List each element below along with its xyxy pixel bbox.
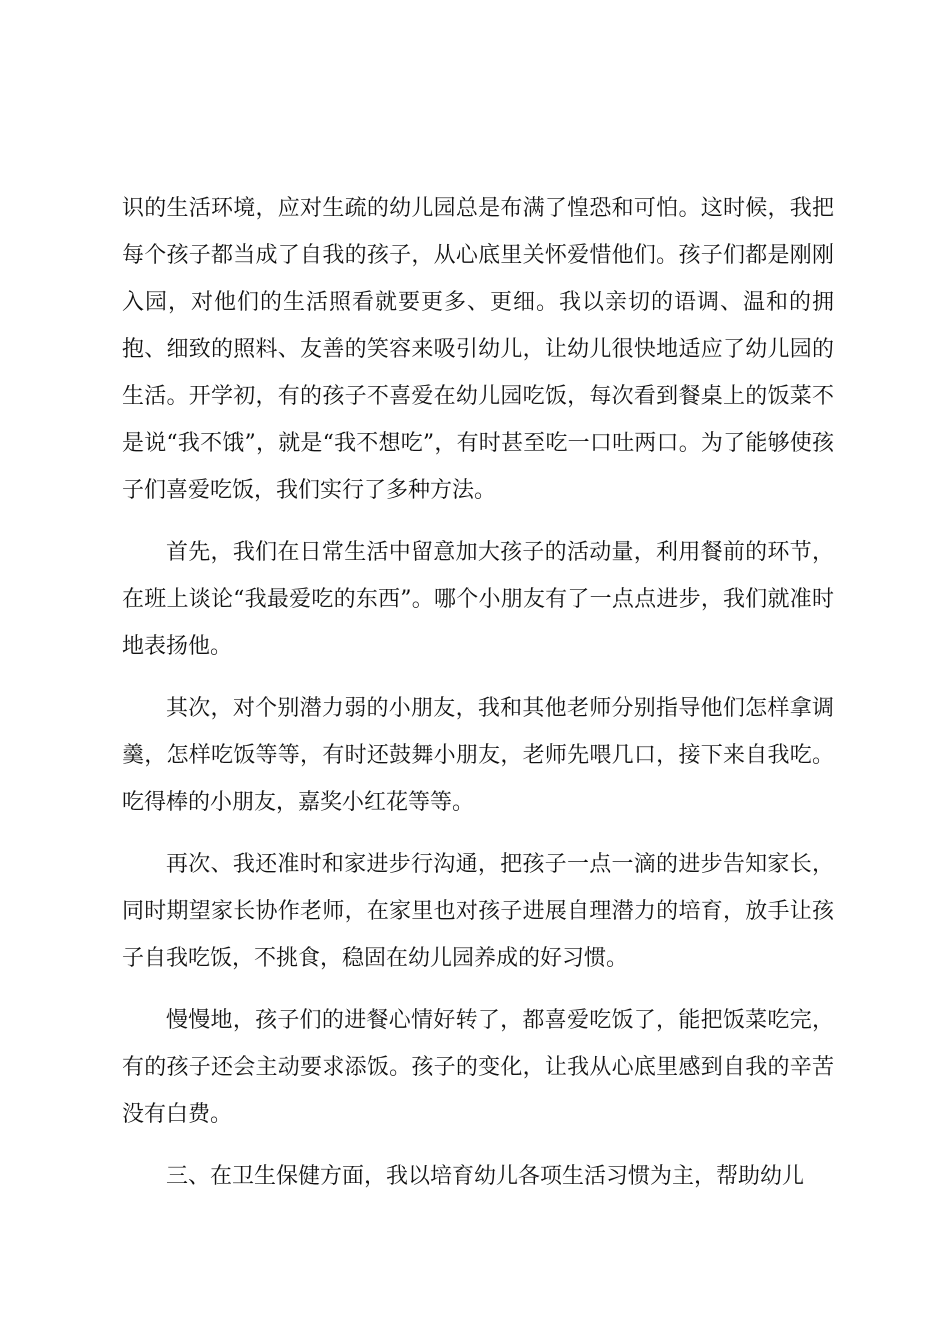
document-body [122, 185, 834, 1200]
paragraph-third-method: 再次、我还准时和家进步行沟通，把孩子一点一滴的进步告知家长，同时期望家长协作老师，在家里也对孩子进展自理潜力的培育，放手让孩子自我吃饭，不挑食，稳固在幼儿园养成的好习惯。 [122, 852, 834, 971]
paragraph-continued: 识的生活环境，应对生疏的幼儿园总是布满了惶恐和可怕。这时候，我把每个孩子都当成了自我的孩子，从心底里关怀爱惜他们。孩子们都是刚刚入园，对他们的生活照看就要更多、更细。我以亲切的语调、温和的拥抱、细致的照料、友善的笑容来吸引幼儿，让幼儿很快地适应了幼儿园的生活。开学初，有的孩子不喜爱在幼儿园吃饭，每次看到餐桌上的饭菜不是说“我不饿”，就是“我不想吃”，有时甚至吃一口吐两口。为了能够使孩子们喜爱吃饭，我们实行了多种方法。 [122, 196, 834, 503]
paragraph-result: 慢慢地，孩子们的进餐心情好转了，都喜爱吃饭了，能把饭菜吃完，有的孩子还会主动要求添饭。孩子的变化，让我从心底里感到自我的辛苦没有白费。 [122, 1008, 834, 1127]
paragraph-first-method: 首先，我们在日常生活中留意加大孩子的活动量，利用餐前的环节，在班上谈论“我最爱吃的东西”。哪个小朋友有了一点点进步，我们就准时地表扬他。 [122, 540, 834, 659]
paragraph-second-method: 其次，对个别潜力弱的小朋友，我和其他老师分别指导他们怎样拿调羹，怎样吃饭等等，有时还鼓舞小朋友，老师先喂几口，接下来自我吃。吃得棒的小朋友，嘉奖小红花等等。 [122, 696, 834, 815]
paragraph-hygiene: 三、在卫生保健方面，我以培育幼儿各项生活习惯为主，帮助幼儿 [166, 1164, 805, 1189]
